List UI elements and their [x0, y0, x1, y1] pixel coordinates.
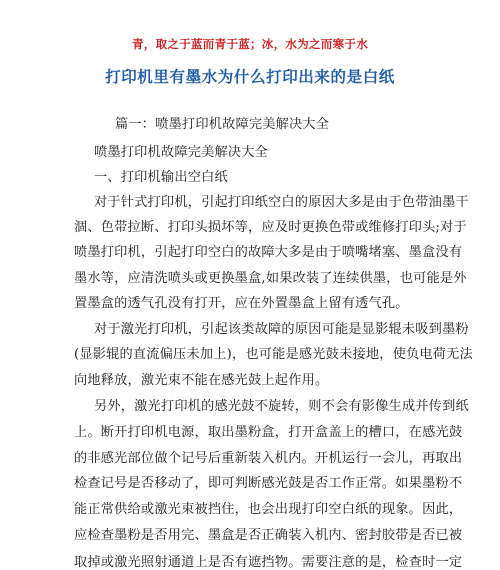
- paragraph-line: 墨水等，应清洗喷头或更换墨盒,如果改装了连续供墨，也可能是外: [74, 271, 467, 286]
- paragraph-line: 取掉或激光照射通道上是否有遮挡物。需要注意的是，检查时一定: [74, 555, 463, 570]
- paragraph-line: 上。断开打印机电源，取出墨粉盒，打开盒盖上的槽口，在感光鼓: [74, 425, 463, 440]
- paragraph-line: 对于针式打印机，引起打印纸空白的原因大多是由于色带油墨干: [94, 195, 469, 210]
- paragraph-line: 另外，激光打印机的感光鼓不旋转，则不会有影像生成并传到纸: [94, 399, 469, 414]
- header-motto: 青，取之于蓝而青于蓝；冰，水为之而寒于水: [132, 37, 368, 51]
- paragraph-line: 喷墨打印机，引起打印空白的故障大多是由于喷嘴堵塞、墨盒没有: [74, 245, 463, 260]
- paragraph-line: (显影辊的直流偏压未加上)，也可能是感光鼓未接地，使负电荷无法: [74, 347, 473, 362]
- document-title: 打印机里有墨水为什么打印出来的是白纸: [105, 67, 395, 86]
- section-heading: 篇一：喷墨打印机故障完美解决大全: [115, 117, 330, 132]
- subtitle-line: 喷墨打印机故障完美解决大全: [94, 145, 269, 160]
- subsection-heading: 一、打印机输出空白纸: [94, 170, 228, 185]
- paragraph-line: 能正常供给或激光束被挡住，也会出现打印空白纸的现象。因此，: [74, 502, 463, 517]
- paragraph-line: 的非感光部位做个记号后重新装入机内。开机运行一会儿，再取出: [74, 451, 463, 466]
- paragraph-line: 涸、色带拉断、打印头损坏等，应及时更换色带或维修打印头;对于: [74, 220, 467, 235]
- paragraph-line: 应检查墨粉是否用完、墨盒是否正确装入机内、密封胶带是否已被: [74, 528, 463, 543]
- paragraph-line: 对于激光打印机，引起该类故障的原因可能是显影辊未吸到墨粉: [94, 322, 469, 337]
- paragraph-line: 向地释放，激光束不能在感光鼓上起作用。: [74, 373, 329, 388]
- paragraph-line: 检查记号是否移动了，即可判断感光鼓是否工作正常。如果墨粉不: [74, 476, 463, 491]
- paragraph-line: 置墨盒的透气孔没有打开，应在外置墨盒上留有透气孔。: [74, 296, 409, 311]
